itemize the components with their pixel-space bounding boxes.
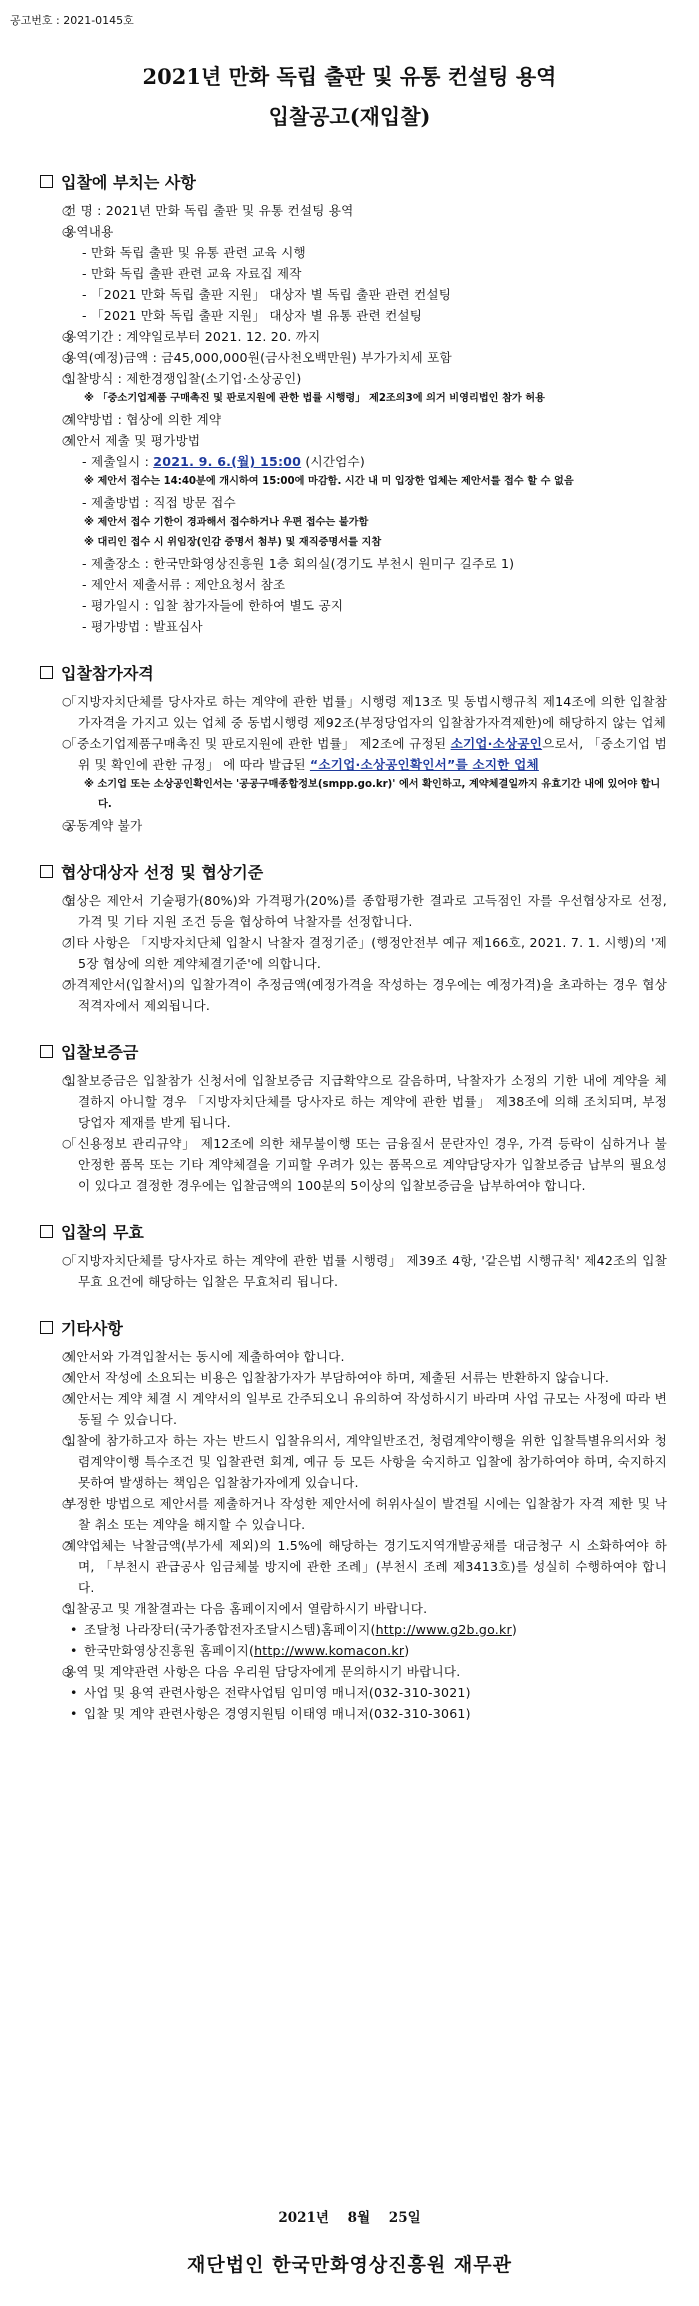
- eligibility-1: ○ 「지방자치단체를 당사자로 하는 계약에 관한 법률」시행령 제13조 및 동법시행규칙 제14조에 의한 입찰참가자격을 가지고 있는 업체 중 동법시행령 제92조(부정당업자의 입찰참가자격제한)에 해당하지 않는 업체: [38, 691, 667, 733]
- section-invalid: [38, 1218, 667, 1292]
- evaluation-date: - 평가일시 : 입찰 참가자들에 한하여 별도 공지: [82, 598, 344, 613]
- section-heading: [38, 858, 667, 884]
- other-2: ○ 제안서 작성에 소요되는 비용은 입찰참가자가 부담하여야 하며, 제출된 서류는 반환하지 않습니다.: [38, 1367, 667, 1388]
- other-7: ○ 입찰공고 및 개찰결과는 다음 홈페이지에서 열람하시기 바랍니다.: [38, 1598, 667, 1619]
- item-proposal: ○ 제안서 제출 및 평가방법: [38, 430, 667, 451]
- issuing-organization: 재단법인 한국만화영상진흥원 재무관: [187, 2254, 512, 2276]
- section-negotiation: [38, 858, 667, 1016]
- submission-date-value: 2021. 9. 6.(월) 15:00: [153, 454, 302, 469]
- komacon-link[interactable]: http://www.komacon.kr: [254, 1643, 405, 1658]
- contents-2: - 만화 독립 출판 관련 교육 자료집 제작: [82, 266, 302, 281]
- notice-number: 공고번호 : 2021-0145호: [10, 14, 134, 27]
- section-title: 입찰보증금: [61, 1042, 139, 1062]
- item-contents: ○ 용역내용: [38, 221, 667, 242]
- contents-4: - 「2021 만화 독립 출판 지원」 대상자 별 유통 관련 컨설팅: [82, 308, 423, 323]
- other-4: ○ 입찰에 참가하고자 하는 자는 반드시 입찰유의서, 계약일반조건, 청렴계약이행을 위한 입찰특별유의서와 청렴계약이행 특수조건 및 입찰관련 회계, 예규 등 모든 사항을 숙지하고 입찰에 참가하여야 하며, 숙지하지 못하여 발생하는 책임은 입찰참가자에게 있습니다.: [38, 1430, 667, 1493]
- submission-date-label: - 제출일시 :: [82, 454, 154, 469]
- section-title: 협상대상자 선정 및 협상기준: [61, 862, 264, 882]
- contact-contract: • 입찰 및 계약 관련사항은 경영지원팀 이태영 매니저(032-310-3061): [38, 1703, 667, 1724]
- deposit-1: ○ 입찰보증금은 입찰참가 신청서에 입찰보증금 지급확약으로 갈음하며, 낙찰자가 소정의 기한 내에 계약을 체결하지 아니할 경우 「지방자치단체를 당사자로 하는 계약에 관한 법률」 제38조에 의해 조치되며, 부정당업자 제재를 받게 됩니다.: [38, 1070, 667, 1133]
- section-heading: [38, 1314, 667, 1340]
- square-bullet-icon: [40, 175, 53, 188]
- other-3: ○ 제안서는 계약 체결 시 계약서의 일부로 간주되오니 유의하여 작성하시기 바라며 사업 규모는 사정에 따라 변동될 수 있습니다.: [38, 1388, 667, 1430]
- eligibility-2-highlight-a: 소기업·소상공인: [450, 736, 543, 751]
- eligibility-2-highlight-b: “소기업·소상공인확인서”를 소지한 업체: [309, 757, 539, 772]
- other-8: ○ 용역 및 계약관련 사항은 다음 우리원 담당자에게 문의하시기 바랍니다.: [38, 1661, 667, 1682]
- negotiation-1: ○ 협상은 제안서 기술평가(80%)와 가격평가(20%)를 종합평가한 결과로 고득점인 자를 우선협상자로 선정, 가격 및 기타 지원 조건 등을 협상하여 낙찰자를 선정합니다.: [38, 890, 667, 932]
- section-heading: [38, 168, 667, 194]
- homepage-g2b-end: ): [511, 1622, 518, 1637]
- section-title: 입찰의 무효: [61, 1222, 144, 1242]
- item-amount: ○ 용역(예정)금액 : 금45,000,000원(금사천오백만원) 부가가치세 포함: [38, 347, 667, 368]
- title-line2: 입찰공고(재입찰): [268, 104, 431, 129]
- submission-place: - 제출장소 : 한국만화영상진흥원 1층 회의실(경기도 부천시 원미구 길주로 1): [82, 556, 515, 571]
- section-title: 입찰참가자격: [61, 663, 154, 683]
- other-1: ○ 제안서와 가격입찰서는 동시에 제출하여야 합니다.: [38, 1346, 667, 1367]
- contents-1: - 만화 독립 출판 및 유통 관련 교육 시행: [82, 245, 306, 260]
- submission-method: - 제출방법 : 직접 방문 접수: [82, 495, 236, 510]
- evaluation-method: - 평가방법 : 발표심사: [82, 619, 203, 634]
- submission-date: [38, 451, 667, 472]
- section-title: 기타사항: [61, 1318, 123, 1338]
- square-bullet-icon: [40, 1045, 53, 1058]
- homepage-g2b: [38, 1619, 667, 1640]
- square-bullet-icon: [40, 666, 53, 679]
- square-bullet-icon: [40, 865, 53, 878]
- homepage-komacon-end: ): [404, 1643, 410, 1658]
- eligibility-2-text-b: 으로서, 「중소기업 범위 및 확인에 관한 규정」 에 따라 발급된: [78, 736, 668, 772]
- eligibility-2: [38, 733, 667, 775]
- homepage-komacon-label: 한국만화영상진흥원 홈페이지(: [84, 1643, 255, 1658]
- contact-business: • 사업 및 용역 관련사항은 전략사업팀 임미영 매니저(032-310-3021): [38, 1682, 667, 1703]
- deposit-2: ○ 「신용정보 관리규약」 제12조에 의한 채무불이행 또는 금융질서 문란자인 경우, 가격 등락이 심하거나 불안정한 품목 또는 기타 계약체결을 기피할 우려가 있는 품목으로 계약담당자가 입찰보증금 납부의 필요성이 있다고 결정한 경우에는 입찰금액의 100분의 5이상의 입찰보증금을 납부하여야 합니다.: [38, 1133, 667, 1196]
- invalid-1: ○ 「지방자치단체를 당사자로 하는 계약에 관한 법률 시행령」 제39조 4항, '같은법 시행규칙' 제42조의 입찰무효 요건에 해당하는 입찰은 무효처리 됩니다.: [38, 1250, 667, 1292]
- section-title: 입찰에 부치는 사항: [61, 172, 196, 192]
- square-bullet-icon: [40, 1321, 53, 1334]
- section-heading: [38, 1038, 667, 1064]
- eligibility-2-text-a: 「중소기업제품구매촉진 및 판로지원에 관한 법률」 제2조에 규정된: [64, 736, 451, 751]
- section-bid-items: [38, 168, 667, 637]
- item-contract: ○ 계약방법 : 협상에 의한 계약: [38, 409, 667, 430]
- eligibility-3: ○ 공동계약 불가: [38, 815, 667, 836]
- submission-date-suffix: (시간엄수): [301, 454, 366, 469]
- submission-docs: - 제안서 제출서류 : 제안요청서 참조: [82, 577, 286, 592]
- submission-note-1: ※ 제안서 접수 기한이 경과해서 접수하거나 우편 접수는 불가함: [84, 517, 369, 528]
- submission-date-note: ※ 제안서 접수는 14:40분에 개시하여 15:00에 마감함. 시간 내 미 입장한 업체는 제안서를 접수 할 수 없음: [84, 476, 574, 487]
- negotiation-3: ○ 가격제안서(입찰서)의 입찰가격이 추정금액(예정가격을 작성하는 경우에는 예정가격)을 초과하는 경우 협상적격자에서 제외됩니다.: [38, 974, 667, 1016]
- homepage-komacon: [38, 1640, 667, 1661]
- eligibility-note: ※ 소기업 또는 소상공인확인서는 '공공구매종합정보(smpp.go.kr)' 에서 확인하고, 계약체결일까지 유효기간 내에 있어야 합니다.: [84, 779, 661, 810]
- notice-date: 2021년 8월 25일: [278, 2210, 421, 2226]
- contents-3: - 「2021 만화 독립 출판 지원」 대상자 별 독립 출판 관련 컨설팅: [82, 287, 452, 302]
- other-5: ○ 부정한 방법으로 제안서를 제출하거나 작성한 제안서에 허위사실이 발견될 시에는 입찰참가 자격 제한 및 낙찰 취소 또는 계약을 해지할 수 있습니다.: [38, 1493, 667, 1535]
- submission-note-2: ※ 대리인 접수 시 위임장(인감 증명서 첨부) 및 재직증명서를 지참: [84, 537, 382, 548]
- item-method: ○ 입찰방식 : 제한경쟁입찰(소기업·소상공인): [38, 368, 667, 389]
- negotiation-2: ○ 기타 사항은 「지방자치단체 입찰시 낙찰자 결정기준」(행정안전부 예규 제166호, 2021. 7. 1. 시행)의 '제5장 협상에 의한 계약체결기준'에 의합니다.: [38, 932, 667, 974]
- section-heading: [38, 1218, 667, 1244]
- other-6: ○ 계약업체는 낙찰금액(부가세 제외)의 1.5%에 해당하는 경기도지역개발공채를 대금청구 시 소화하여야 하며, 「부천시 관급공사 임금체불 방지에 관한 조례」(부천시 조례 제3413호)를 성실히 수행하여야 합니다.: [38, 1535, 667, 1598]
- notice-body: [38, 168, 667, 1746]
- item-period: ○ 용역기간 : 계약일로부터 2021. 12. 20. 까지: [38, 326, 667, 347]
- homepage-g2b-label: 조달청 나라장터(국가종합전자조달시스템)홈페이지(: [84, 1622, 376, 1637]
- method-note: ※ 「중소기업제품 구매촉진 및 판로지원에 관한 법률 시행령」 제2조의3에 의거 비영리법인 참가 허용: [84, 393, 545, 404]
- item-name: ○ 건 명 : 2021년 만화 독립 출판 및 유통 컨설팅 용역: [38, 200, 667, 221]
- section-eligibility: [38, 659, 667, 836]
- section-other: [38, 1314, 667, 1724]
- title-line1: 2021년 만화 독립 출판 및 유통 컨설팅 용역: [142, 64, 557, 89]
- square-bullet-icon: [40, 1225, 53, 1238]
- g2b-link[interactable]: http://www.g2b.go.kr: [375, 1622, 512, 1637]
- section-heading: [38, 659, 667, 685]
- section-deposit: [38, 1038, 667, 1196]
